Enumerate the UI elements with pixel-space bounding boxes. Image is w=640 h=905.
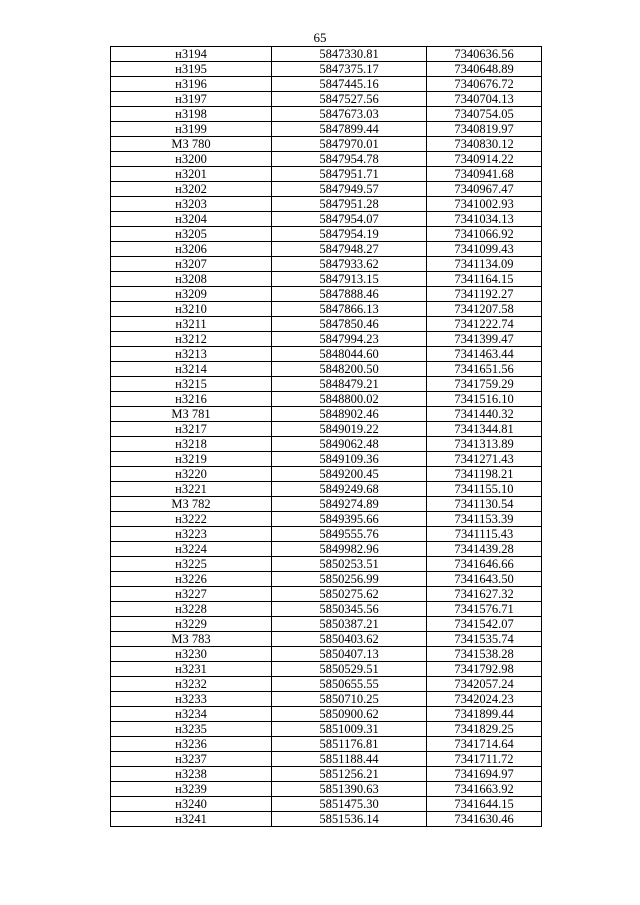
x-coordinate-cell: 5848479.21 xyxy=(272,377,427,392)
y-coordinate-cell: 7341694.97 xyxy=(427,767,542,782)
table-row xyxy=(111,632,542,647)
x-coordinate-cell: 5850403.62 xyxy=(272,632,427,647)
y-coordinate-cell: 7340830.12 xyxy=(427,137,542,152)
x-coordinate-cell: 5849982.96 xyxy=(272,542,427,557)
table-row xyxy=(111,527,542,542)
point-id-cell: н3222 xyxy=(111,512,272,527)
y-coordinate-cell: 7340754.05 xyxy=(427,107,542,122)
y-coordinate-cell: 7341344.81 xyxy=(427,422,542,437)
x-coordinate-cell: 5847970.01 xyxy=(272,137,427,152)
table-row xyxy=(111,677,542,692)
y-coordinate-cell: 7341002.93 xyxy=(427,197,542,212)
table-row xyxy=(111,512,542,527)
y-coordinate-cell: 7341130.54 xyxy=(427,497,542,512)
point-id-cell: н3223 xyxy=(111,527,272,542)
point-id-cell: н3215 xyxy=(111,377,272,392)
point-id-cell: н3204 xyxy=(111,212,272,227)
y-coordinate-cell: 7341463.44 xyxy=(427,347,542,362)
x-coordinate-cell: 5850256.99 xyxy=(272,572,427,587)
point-id-cell: н3234 xyxy=(111,707,272,722)
x-coordinate-cell: 5849062.48 xyxy=(272,437,427,452)
y-coordinate-cell: 7341711.72 xyxy=(427,752,542,767)
y-coordinate-cell: 7341222.74 xyxy=(427,317,542,332)
point-id-cell: н3197 xyxy=(111,92,272,107)
table-row xyxy=(111,197,542,212)
point-id-cell: н3233 xyxy=(111,692,272,707)
x-coordinate-cell: 5847954.78 xyxy=(272,152,427,167)
point-id-cell: н3229 xyxy=(111,617,272,632)
y-coordinate-cell: 7341651.56 xyxy=(427,362,542,377)
table-row xyxy=(111,737,542,752)
point-id-cell: н3220 xyxy=(111,467,272,482)
y-coordinate-cell: 7341034.13 xyxy=(427,212,542,227)
point-id-cell: МЗ 782 xyxy=(111,497,272,512)
point-id-cell: н3236 xyxy=(111,737,272,752)
table-row xyxy=(111,467,542,482)
y-coordinate-cell: 7341115.43 xyxy=(427,527,542,542)
point-id-cell: н3207 xyxy=(111,257,272,272)
x-coordinate-cell: 5847994.23 xyxy=(272,332,427,347)
x-coordinate-cell: 5850253.51 xyxy=(272,557,427,572)
table-row xyxy=(111,662,542,677)
table-row xyxy=(111,707,542,722)
table-row xyxy=(111,137,542,152)
point-id-cell: н3227 xyxy=(111,587,272,602)
x-coordinate-cell: 5847888.46 xyxy=(272,287,427,302)
point-id-cell: н3200 xyxy=(111,152,272,167)
table-row xyxy=(111,542,542,557)
y-coordinate-cell: 7341198.21 xyxy=(427,467,542,482)
point-id-cell: н3225 xyxy=(111,557,272,572)
y-coordinate-cell: 7341066.92 xyxy=(427,227,542,242)
y-coordinate-cell: 7341207.58 xyxy=(427,302,542,317)
y-coordinate-cell: 7340967.47 xyxy=(427,182,542,197)
table-row xyxy=(111,287,542,302)
point-id-cell: н3230 xyxy=(111,647,272,662)
x-coordinate-cell: 5848044.60 xyxy=(272,347,427,362)
y-coordinate-cell: 7341155.10 xyxy=(427,482,542,497)
y-coordinate-cell: 7341313.89 xyxy=(427,437,542,452)
table-row xyxy=(111,152,542,167)
point-id-cell: н3212 xyxy=(111,332,272,347)
x-coordinate-cell: 5847951.71 xyxy=(272,167,427,182)
x-coordinate-cell: 5847913.15 xyxy=(272,272,427,287)
x-coordinate-cell: 5851475.30 xyxy=(272,797,427,812)
table-row xyxy=(111,167,542,182)
x-coordinate-cell: 5847899.44 xyxy=(272,122,427,137)
y-coordinate-cell: 7341643.50 xyxy=(427,572,542,587)
x-coordinate-cell: 5847527.56 xyxy=(272,92,427,107)
point-id-cell: н3202 xyxy=(111,182,272,197)
point-id-cell: н3237 xyxy=(111,752,272,767)
table-row xyxy=(111,227,542,242)
table-row xyxy=(111,182,542,197)
x-coordinate-cell: 5851176.81 xyxy=(272,737,427,752)
x-coordinate-cell: 5848200.50 xyxy=(272,362,427,377)
point-id-cell: н3221 xyxy=(111,482,272,497)
x-coordinate-cell: 5851188.44 xyxy=(272,752,427,767)
point-id-cell: н3210 xyxy=(111,302,272,317)
point-id-cell: н3201 xyxy=(111,167,272,182)
y-coordinate-cell: 7341192.27 xyxy=(427,287,542,302)
point-id-cell: н3199 xyxy=(111,122,272,137)
y-coordinate-cell: 7341516.10 xyxy=(427,392,542,407)
table-row xyxy=(111,482,542,497)
x-coordinate-cell: 5850407.13 xyxy=(272,647,427,662)
y-coordinate-cell: 7341099.43 xyxy=(427,242,542,257)
y-coordinate-cell: 7340636.56 xyxy=(427,47,542,62)
table-row xyxy=(111,572,542,587)
point-id-cell: н3206 xyxy=(111,242,272,257)
x-coordinate-cell: 5849395.66 xyxy=(272,512,427,527)
x-coordinate-cell: 5849555.76 xyxy=(272,527,427,542)
table-row xyxy=(111,692,542,707)
point-id-cell: н3196 xyxy=(111,77,272,92)
x-coordinate-cell: 5849249.68 xyxy=(272,482,427,497)
point-id-cell: н3241 xyxy=(111,812,272,827)
table-row xyxy=(111,77,542,92)
table-row xyxy=(111,122,542,137)
table-row xyxy=(111,92,542,107)
y-coordinate-cell: 7341829.25 xyxy=(427,722,542,737)
y-coordinate-cell: 7340941.68 xyxy=(427,167,542,182)
y-coordinate-cell: 7341899.44 xyxy=(427,707,542,722)
table-row xyxy=(111,407,542,422)
table-row xyxy=(111,602,542,617)
y-coordinate-cell: 7340648.89 xyxy=(427,62,542,77)
x-coordinate-cell: 5849274.89 xyxy=(272,497,427,512)
table-row xyxy=(111,782,542,797)
x-coordinate-cell: 5850275.62 xyxy=(272,587,427,602)
point-id-cell: н3238 xyxy=(111,767,272,782)
point-id-cell: н3213 xyxy=(111,347,272,362)
point-id-cell: н3235 xyxy=(111,722,272,737)
y-coordinate-cell: 7341646.66 xyxy=(427,557,542,572)
point-id-cell: н3217 xyxy=(111,422,272,437)
table-row xyxy=(111,557,542,572)
x-coordinate-cell: 5847954.19 xyxy=(272,227,427,242)
y-coordinate-cell: 7341153.39 xyxy=(427,512,542,527)
x-coordinate-cell: 5851256.21 xyxy=(272,767,427,782)
table-row xyxy=(111,47,542,62)
point-id-cell: н3214 xyxy=(111,362,272,377)
y-coordinate-cell: 7341439.28 xyxy=(427,542,542,557)
point-id-cell: н3216 xyxy=(111,392,272,407)
table-row xyxy=(111,317,542,332)
table-row xyxy=(111,437,542,452)
point-id-cell: н3198 xyxy=(111,107,272,122)
x-coordinate-cell: 5847673.03 xyxy=(272,107,427,122)
point-id-cell: н3232 xyxy=(111,677,272,692)
table-row xyxy=(111,722,542,737)
point-id-cell: н3205 xyxy=(111,227,272,242)
y-coordinate-cell: 7341759.29 xyxy=(427,377,542,392)
coordinates-table-body xyxy=(111,47,542,827)
y-coordinate-cell: 7340914.22 xyxy=(427,152,542,167)
table-row xyxy=(111,257,542,272)
x-coordinate-cell: 5847933.62 xyxy=(272,257,427,272)
y-coordinate-cell: 7341714.64 xyxy=(427,737,542,752)
table-row xyxy=(111,242,542,257)
point-id-cell: н3231 xyxy=(111,662,272,677)
table-row xyxy=(111,617,542,632)
x-coordinate-cell: 5851009.31 xyxy=(272,722,427,737)
y-coordinate-cell: 7340676.72 xyxy=(427,77,542,92)
y-coordinate-cell: 7341627.32 xyxy=(427,587,542,602)
table-row xyxy=(111,302,542,317)
y-coordinate-cell: 7340704.13 xyxy=(427,92,542,107)
point-id-cell: н3209 xyxy=(111,287,272,302)
page-number: 65 xyxy=(313,30,327,45)
point-id-cell: н3228 xyxy=(111,602,272,617)
y-coordinate-cell: 7341792.98 xyxy=(427,662,542,677)
x-coordinate-cell: 5847330.81 xyxy=(272,47,427,62)
y-coordinate-cell: 7340819.97 xyxy=(427,122,542,137)
table-row xyxy=(111,62,542,77)
x-coordinate-cell: 5847375.17 xyxy=(272,62,427,77)
x-coordinate-cell: 5849109.36 xyxy=(272,452,427,467)
y-coordinate-cell: 7341535.74 xyxy=(427,632,542,647)
x-coordinate-cell: 5851536.14 xyxy=(272,812,427,827)
y-coordinate-cell: 7342024.23 xyxy=(427,692,542,707)
table-row xyxy=(111,587,542,602)
y-coordinate-cell: 7342057.24 xyxy=(427,677,542,692)
y-coordinate-cell: 7341630.46 xyxy=(427,812,542,827)
x-coordinate-cell: 5850655.55 xyxy=(272,677,427,692)
x-coordinate-cell: 5847445.16 xyxy=(272,77,427,92)
table-row xyxy=(111,752,542,767)
table-row xyxy=(111,377,542,392)
y-coordinate-cell: 7341440.32 xyxy=(427,407,542,422)
x-coordinate-cell: 5848800.02 xyxy=(272,392,427,407)
point-id-cell: н3226 xyxy=(111,572,272,587)
x-coordinate-cell: 5847850.46 xyxy=(272,317,427,332)
point-id-cell: н3219 xyxy=(111,452,272,467)
x-coordinate-cell: 5849200.45 xyxy=(272,467,427,482)
point-id-cell: н3208 xyxy=(111,272,272,287)
y-coordinate-cell: 7341576.71 xyxy=(427,602,542,617)
table-row xyxy=(111,812,542,827)
y-coordinate-cell: 7341399.47 xyxy=(427,332,542,347)
x-coordinate-cell: 5850900.62 xyxy=(272,707,427,722)
point-id-cell: МЗ 781 xyxy=(111,407,272,422)
table-row xyxy=(111,647,542,662)
x-coordinate-cell: 5850345.56 xyxy=(272,602,427,617)
x-coordinate-cell: 5850387.21 xyxy=(272,617,427,632)
coordinates-table xyxy=(110,46,542,827)
table-row xyxy=(111,272,542,287)
point-id-cell: н3224 xyxy=(111,542,272,557)
table-row xyxy=(111,452,542,467)
table-row xyxy=(111,422,542,437)
point-id-cell: н3239 xyxy=(111,782,272,797)
table-row xyxy=(111,797,542,812)
x-coordinate-cell: 5847951.28 xyxy=(272,197,427,212)
y-coordinate-cell: 7341542.07 xyxy=(427,617,542,632)
y-coordinate-cell: 7341644.15 xyxy=(427,797,542,812)
x-coordinate-cell: 5850710.25 xyxy=(272,692,427,707)
table-row xyxy=(111,767,542,782)
y-coordinate-cell: 7341663.92 xyxy=(427,782,542,797)
y-coordinate-cell: 7341271.43 xyxy=(427,452,542,467)
x-coordinate-cell: 5847954.07 xyxy=(272,212,427,227)
table-row xyxy=(111,362,542,377)
y-coordinate-cell: 7341538.28 xyxy=(427,647,542,662)
table-row xyxy=(111,347,542,362)
x-coordinate-cell: 5851390.63 xyxy=(272,782,427,797)
point-id-cell: МЗ 780 xyxy=(111,137,272,152)
table-row xyxy=(111,212,542,227)
table-row xyxy=(111,497,542,512)
x-coordinate-cell: 5847948.27 xyxy=(272,242,427,257)
point-id-cell: МЗ 783 xyxy=(111,632,272,647)
y-coordinate-cell: 7341134.09 xyxy=(427,257,542,272)
x-coordinate-cell: 5849019.22 xyxy=(272,422,427,437)
x-coordinate-cell: 5847949.57 xyxy=(272,182,427,197)
table-row xyxy=(111,332,542,347)
point-id-cell: н3240 xyxy=(111,797,272,812)
point-id-cell: н3195 xyxy=(111,62,272,77)
point-id-cell: н3218 xyxy=(111,437,272,452)
table-row xyxy=(111,392,542,407)
point-id-cell: н3194 xyxy=(111,47,272,62)
x-coordinate-cell: 5848902.46 xyxy=(272,407,427,422)
x-coordinate-cell: 5847866.13 xyxy=(272,302,427,317)
table-row xyxy=(111,107,542,122)
y-coordinate-cell: 7341164.15 xyxy=(427,272,542,287)
point-id-cell: н3211 xyxy=(111,317,272,332)
x-coordinate-cell: 5850529.51 xyxy=(272,662,427,677)
point-id-cell: н3203 xyxy=(111,197,272,212)
